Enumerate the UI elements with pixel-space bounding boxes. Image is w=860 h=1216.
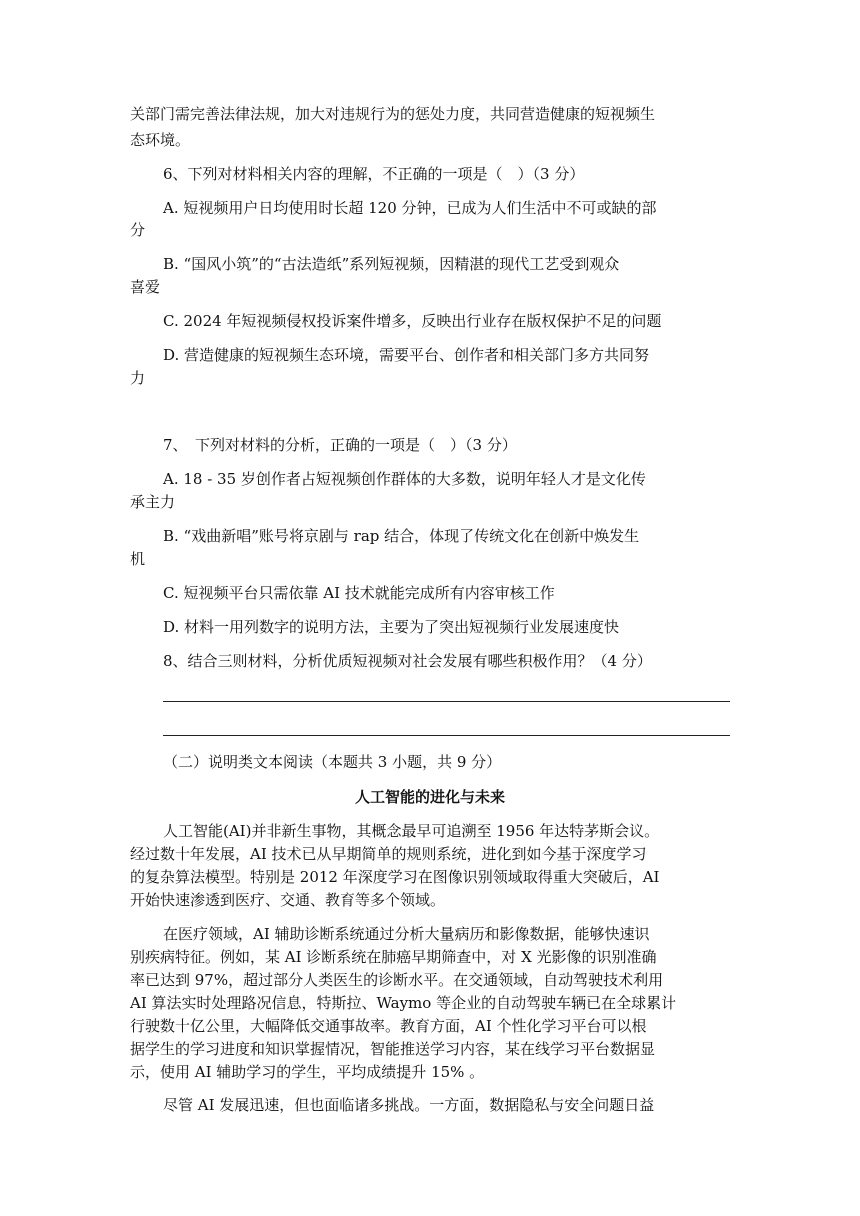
paragraph-line: 行驶数十亿公里，大幅降低交通事故率。教育方面，AI 个性化学习平台可以根 <box>130 1017 647 1035</box>
q7-option-a-cont: 承主力 <box>130 493 176 511</box>
q6-option-b-cont: 喜爱 <box>130 278 161 296</box>
paragraph-line: 尽管 AI 发展迅速，但也面临诸多挑战。一方面，数据隐私与安全问题日益 <box>163 1096 655 1114</box>
paragraph-line: 在医疗领域，AI 辅助诊断系统通过分析大量病历和影像数据，能够快速识 <box>163 925 650 943</box>
question-6-stem: 6、下列对材料相关内容的理解，不正确的一项是（ ）（3 分） <box>163 165 585 183</box>
paragraph-line: 开始快速渗透到医疗、交通、教育等多个领域。 <box>130 891 446 909</box>
question-8-stem: 8、结合三则材料，分析优质短视频对社会发展有哪些积极作用？（4 分） <box>163 652 652 670</box>
q7-option-c: C. 短视频平台只需依靠 AI 技术就能完成所有内容审核工作 <box>163 584 555 602</box>
material-text-line: 态环境。 <box>130 131 191 149</box>
paragraph-line: 的复杂算法模型。特别是 2012 年深度学习在图像识别领域取得重大突破后，AI <box>130 868 660 886</box>
q6-option-b: B. “国风小筑”的“古法造纸”系列短视频，因精湛的现代工艺受到观众 <box>163 255 620 273</box>
q7-option-b: B. “戏曲新唱”账号将京剧与 rap 结合，体现了传统文化在创新中焕发生 <box>163 527 640 545</box>
q7-option-d: D. 材料一用列数字的说明方法，主要为了突出短视频行业发展速度快 <box>163 618 620 636</box>
q6-option-a: A. 短视频用户日均使用时长超 120 分钟，已成为人们生活中不可或缺的部 <box>163 199 657 217</box>
paragraph-line: 经过数十年发展，AI 技术已从早期简单的规则系统，进化到如今基于深度学习 <box>130 845 647 863</box>
paragraph-line: AI 算法实时处理路况信息，特斯拉、Waymo 等企业的自动驾驶车辆已在全球累计 <box>130 994 677 1012</box>
paragraph-line: 据学生的学习进度和知识掌握情况，智能推送学习内容，某在线学习平台数据显 <box>130 1040 656 1058</box>
material-text-line: 关部门需完善法律法规，加大对违规行为的惩处力度，共同营造健康的短视频生 <box>130 105 656 123</box>
answer-line[interactable] <box>163 701 730 702</box>
q7-option-b-cont: 机 <box>130 550 146 568</box>
paragraph-line: 人工智能(AI)并非新生事物，其概念最早可追溯至 1956 年达特茅斯会议。 <box>163 822 660 840</box>
q6-option-c: C. 2024 年短视频侵权投诉案件增多，反映出行业存在版权保护不足的问题 <box>163 312 662 330</box>
q7-option-a: A. 18 - 35 岁创作者占短视频创作群体的大多数，说明年轻人才是文化传 <box>163 470 646 488</box>
answer-line[interactable] <box>163 735 730 736</box>
paragraph-line: 示，使用 AI 辅助学习的学生，平均成绩提升 15% 。 <box>130 1063 485 1081</box>
q6-option-d-cont: 力 <box>130 369 146 387</box>
section-heading: （二）说明类文本阅读（本题共 3 小题，共 9 分） <box>163 753 502 771</box>
paragraph-line: 别疾病特征。例如，某 AI 诊断系统在肺癌早期筛查中，对 X 光影像的识别准确 <box>130 948 657 966</box>
passage-title: 人工智能的进化与未来 <box>354 788 505 806</box>
paragraph-line: 率已达到 97%，超过部分人类医生的诊断水平。在交通领域，自动驾驶技术利用 <box>130 971 664 989</box>
question-7-stem: 7、 下列对材料的分析，正确的一项是（ ）（3 分） <box>163 436 517 454</box>
q6-option-a-cont: 分 <box>130 221 146 239</box>
q6-option-d: D. 营造健康的短视频生态环境，需要平台、创作者和相关部门多方共同努 <box>163 346 650 364</box>
